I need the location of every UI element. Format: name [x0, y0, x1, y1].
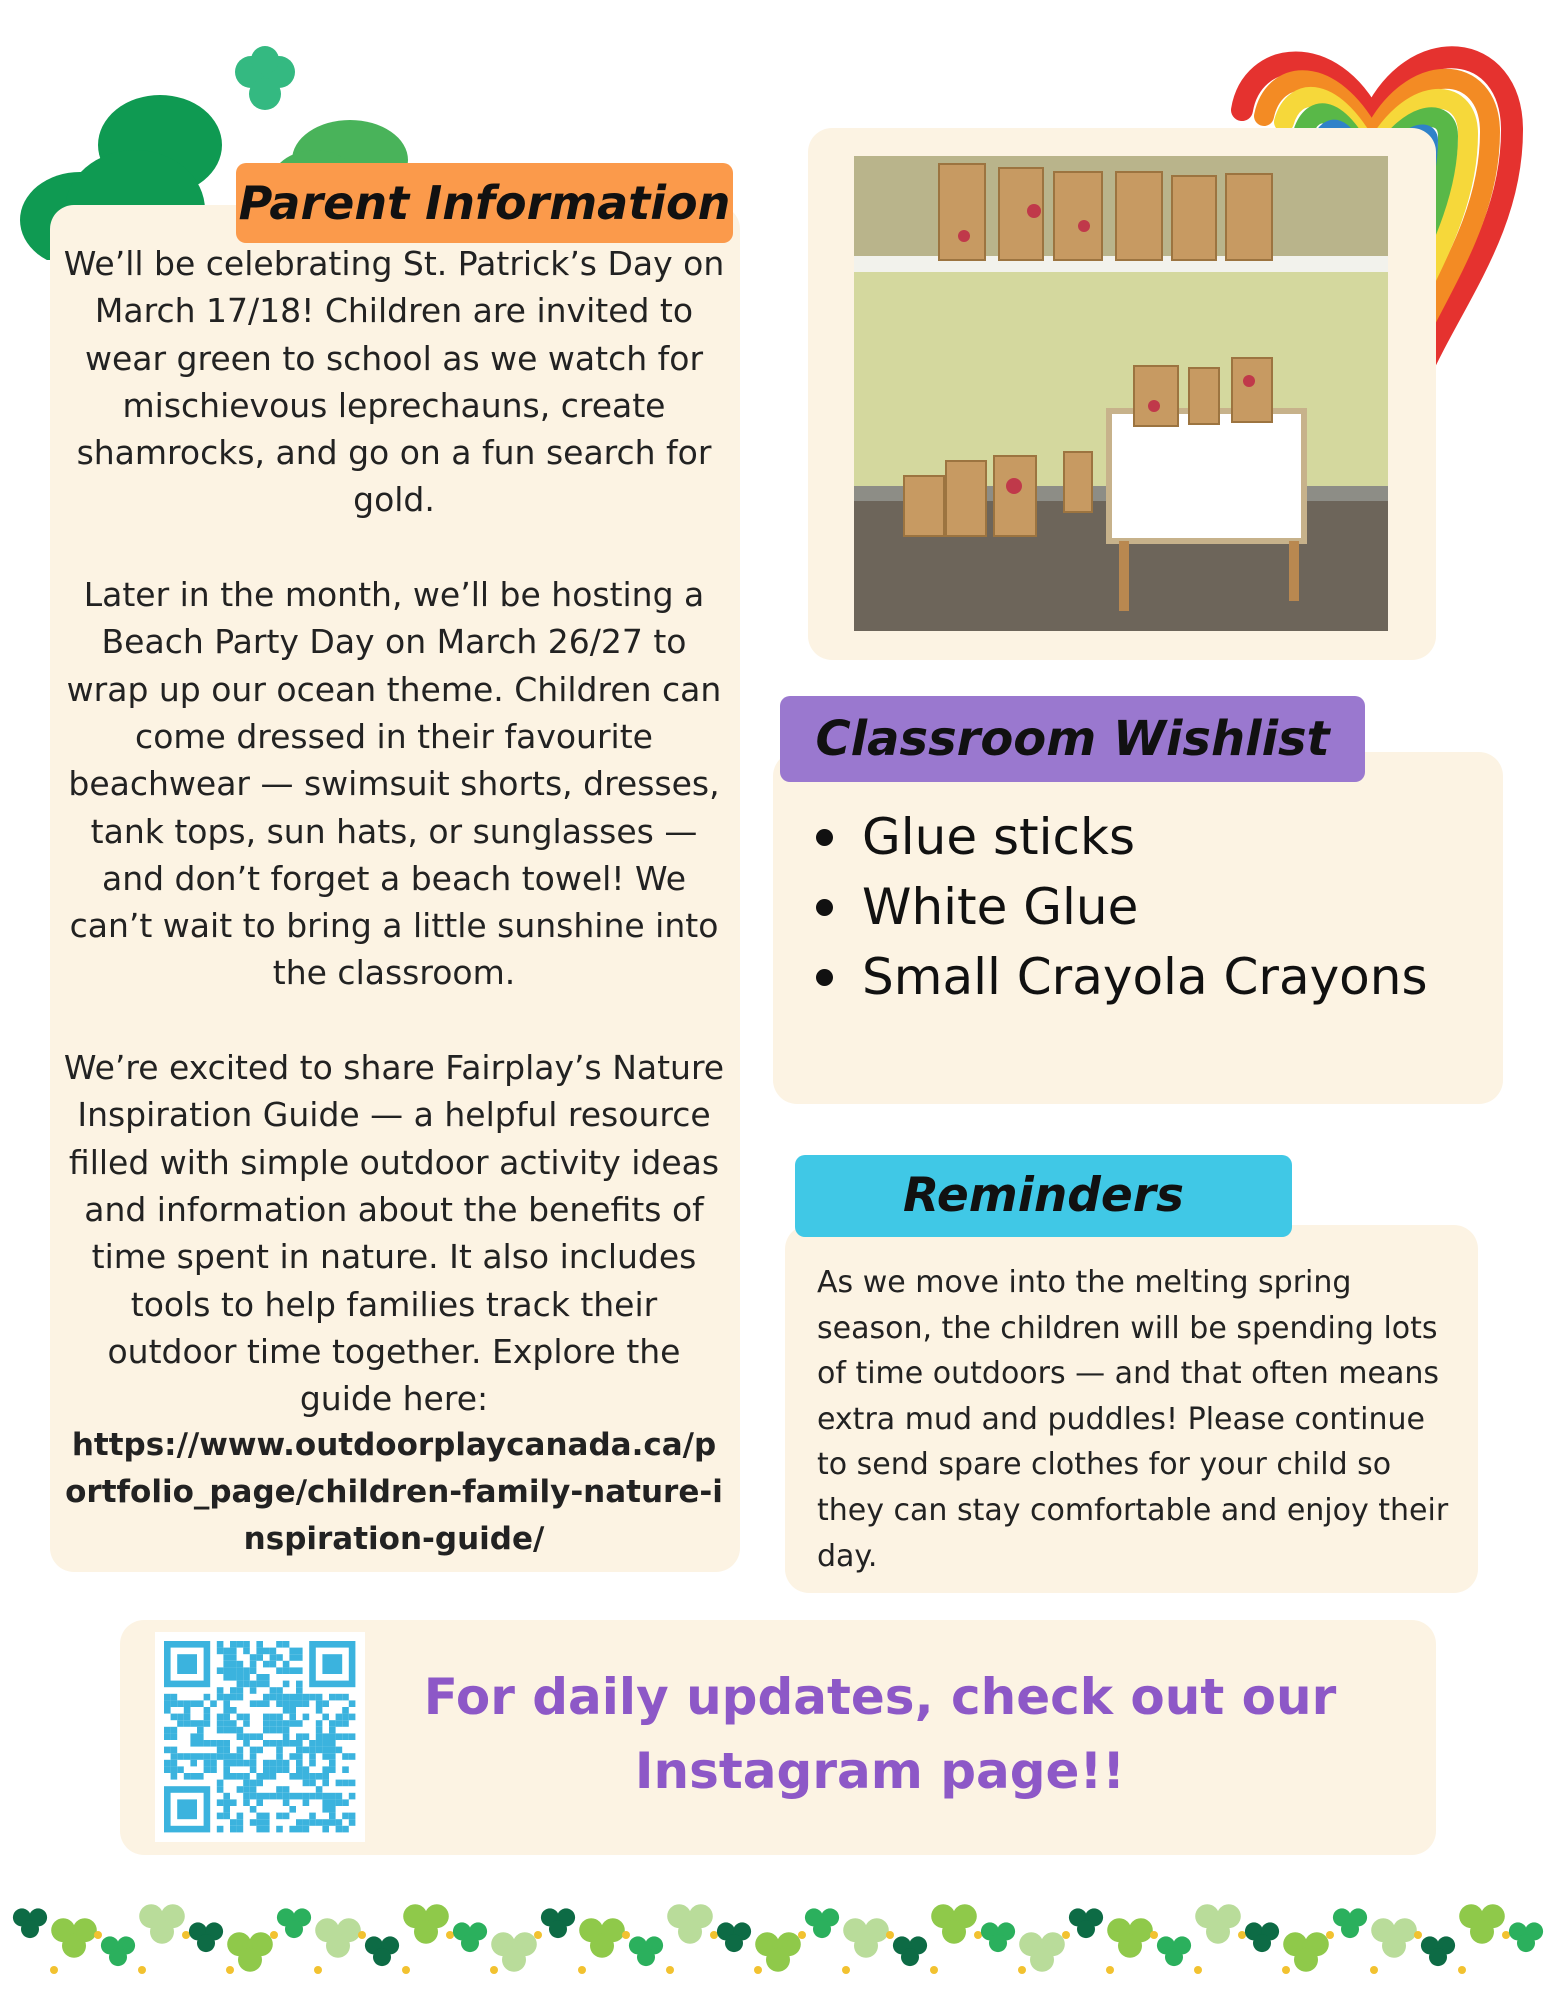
- wishlist-items: [810, 802, 1428, 1012]
- parent-information-body: [62, 240, 726, 1563]
- parent-information-title: Parent Information: [236, 163, 733, 243]
- classroom-photo: [854, 156, 1388, 631]
- reminders-title: Reminders: [795, 1155, 1292, 1237]
- instagram-line-2: Instagram page!!: [634, 1742, 1126, 1800]
- parent-paragraph-beach-party: Later in the month, we’ll be hosting a Beach Party Day on March 26/27 to wrap up our ocean theme. Children can come dressed in their favourite beachwear — swimsuit shorts, dresses, tank tops, sun hats, or sunglasses — and don’t forget a beach towel! We can’t wait to bring a little sunshine into the classroom.: [66, 575, 722, 993]
- reminders-text: As we move into the melting spring season, the children will be spending lots of time outdoors — and that often means extra mud and puddles! Please continue to send spare clothes for your child so they can stay comfortable and enjoy their day.: [817, 1265, 1449, 1574]
- wishlist-item: Glue sticks: [810, 802, 1428, 872]
- instagram-line-1: For daily updates, check out our: [423, 1668, 1337, 1726]
- parent-paragraph-nature-guide: We’re excited to share Fairplay’s Nature Inspiration Guide — a helpful resource filled with simple outdoor activity ideas and information about the benefits of time spent in nature. It also includes tools to help families track their outdoor time together. Explore the guide here:: [63, 1048, 725, 1419]
- instagram-callout: [400, 1660, 1360, 1808]
- wishlist-item: White Glue: [810, 872, 1428, 942]
- qr-code-icon[interactable]: [155, 1632, 365, 1842]
- parent-paragraph-st-patricks: We’ll be celebrating St. Patrick’s Day on March 17/18! Children are invited to wear green to school as we watch for mischievous leprechauns, create shamrocks, and go on a fun search for gold.: [63, 244, 725, 520]
- nature-guide-link[interactable]: https://www.outdoorplaycanada.ca/portfolio_page/children-family-nature-inspiration-guide/: [65, 1427, 723, 1558]
- classroom-wishlist-title: Classroom Wishlist: [780, 696, 1365, 782]
- shamrock-border-icon: [0, 1895, 1545, 2000]
- wishlist-item: Small Crayola Crayons: [810, 942, 1428, 1012]
